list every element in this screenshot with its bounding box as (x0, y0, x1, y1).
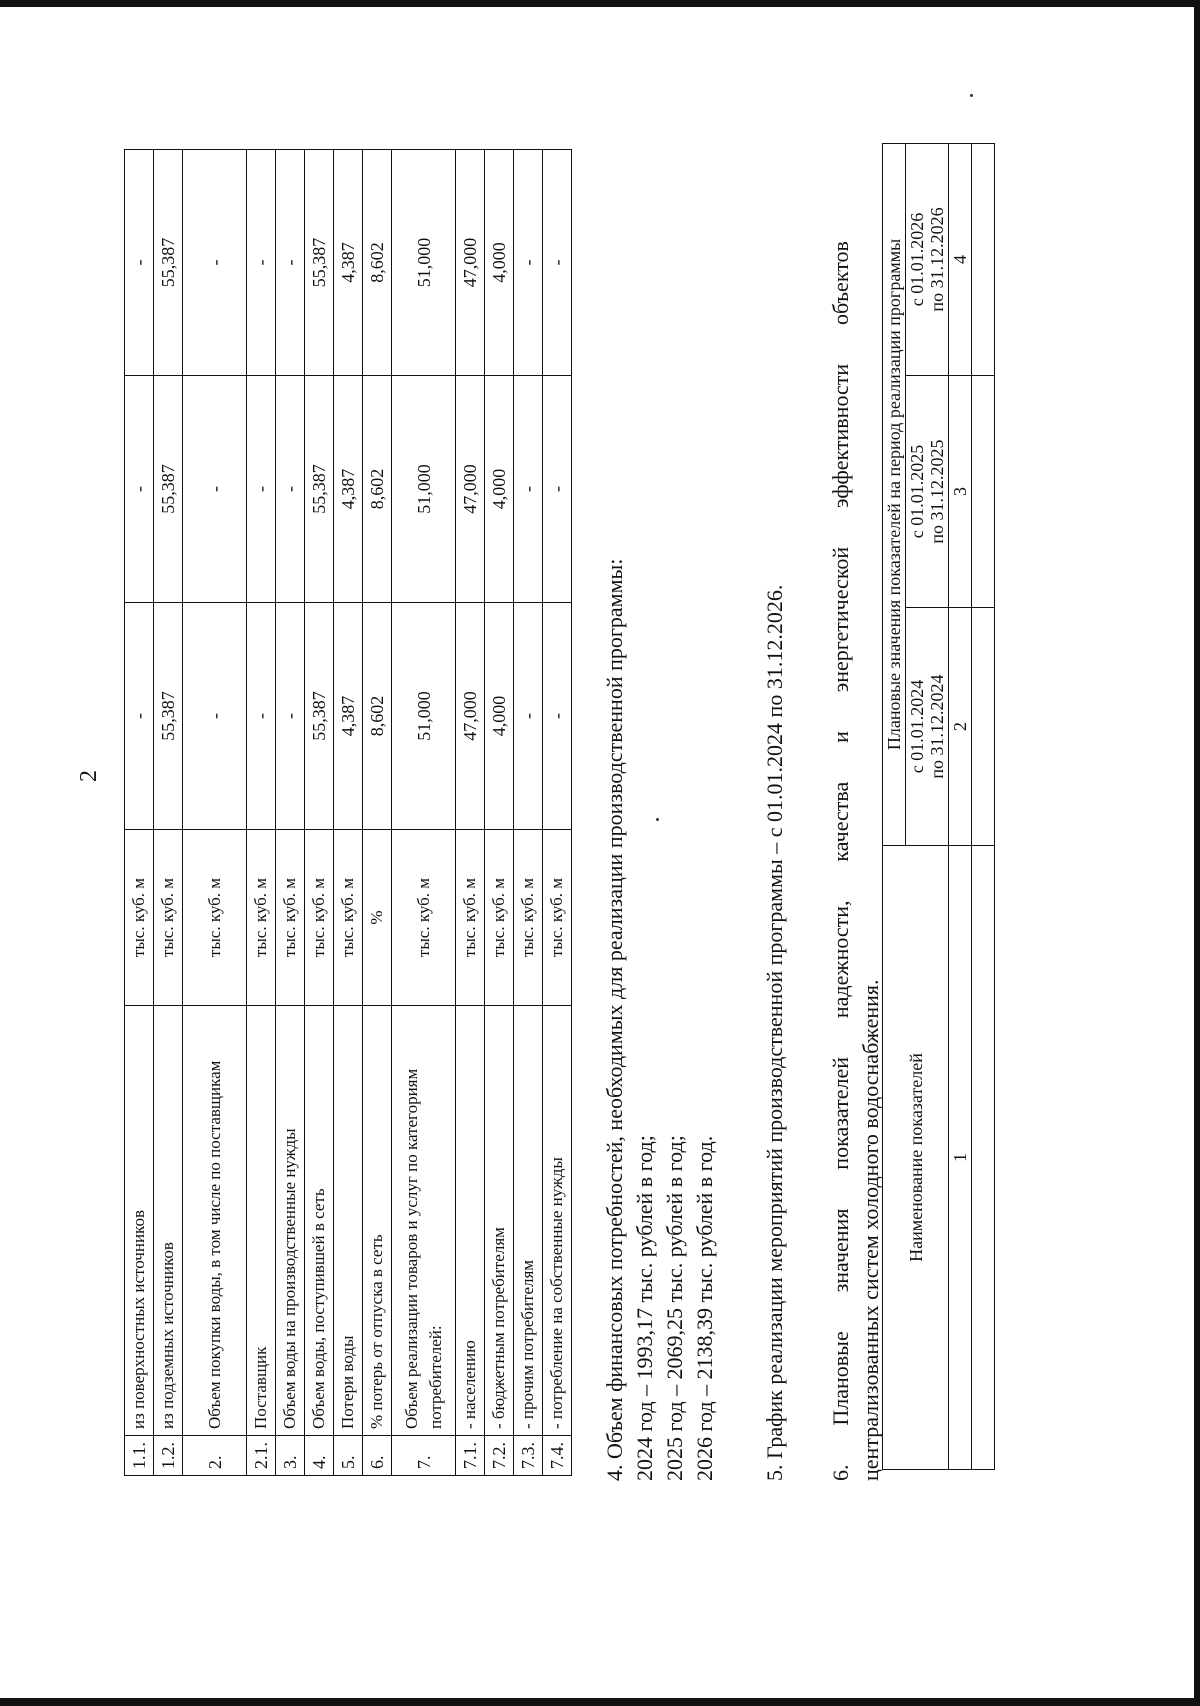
indicators-name-header: Наименование показателей (883, 846, 949, 1470)
row-value-2025: 55,387 (154, 376, 183, 603)
period-from: с 01.01.2024 (907, 679, 927, 774)
row-value-2024: - (125, 603, 154, 830)
table-row (456, 150, 485, 1476)
row-value-2024: 4,000 (485, 603, 514, 830)
row-name: Потери воды (334, 1006, 363, 1436)
row-value-2025: - (125, 376, 154, 603)
empty-cell (972, 846, 995, 1470)
row-value-2025: 51,000 (392, 376, 456, 603)
col-number: 4 (949, 143, 972, 375)
row-number: 1.2. (154, 1436, 183, 1476)
row-value-2026: - (543, 150, 572, 376)
period-2024 (906, 608, 949, 846)
period-from: с 01.01.2026 (907, 212, 927, 307)
table-row (543, 150, 572, 1476)
row-value-2026: 4,000 (485, 150, 514, 376)
section-4 (600, 559, 720, 1481)
row-name: Объем покупки воды, в том числе по поставщикам (183, 1006, 247, 1436)
row-value-2025: 4,000 (485, 376, 514, 603)
row-name: Объем воды, поступившей в сеть (305, 1006, 334, 1436)
row-name: - бюджетным потребителям (485, 1006, 514, 1436)
row-number: 5. (334, 1436, 363, 1476)
row-unit: тыс. куб. м (276, 830, 305, 1006)
row-name: Объем воды на производственные нужды (276, 1006, 305, 1436)
production-table (124, 149, 572, 1476)
row-name: из поверхностных источников (125, 1006, 154, 1436)
row-unit: тыс. куб. м (247, 830, 276, 1006)
row-number: 7. (392, 1436, 456, 1476)
table-row (247, 150, 276, 1476)
row-value-2026: 47,000 (456, 150, 485, 376)
row-value-2026: - (247, 150, 276, 376)
table-row (392, 150, 456, 1476)
row-unit: тыс. куб. м (514, 830, 543, 1006)
row-value-2026: 55,387 (154, 150, 183, 376)
row-value-2026: 51,000 (392, 150, 456, 376)
row-value-2025: - (276, 376, 305, 603)
row-value-2024: - (514, 603, 543, 830)
row-value-2025: - (543, 376, 572, 603)
row-value-2025: 55,387 (305, 376, 334, 603)
row-value-2024: - (276, 603, 305, 830)
period-to: по 31.12.2026 (927, 207, 947, 312)
row-unit: тыс. куб. м (392, 830, 456, 1006)
row-value-2026: 55,387 (305, 150, 334, 376)
table-row (183, 150, 247, 1476)
row-number: 7.2. (485, 1436, 514, 1476)
row-unit: тыс. куб. м (154, 830, 183, 1006)
section-5: 5. График реализации мероприятий производственной программы – с 01.01.2024 по 31.12.2026. (762, 584, 787, 1481)
table-row (485, 150, 514, 1476)
row-number: 7.4. (543, 1436, 572, 1476)
row-unit: тыс. куб. м (183, 830, 247, 1006)
row-value-2025: - (183, 376, 247, 603)
section-4-line: 2025 год – 2069,25 тыс. рублей в год; (662, 1135, 687, 1481)
section-6-word: энергетической (828, 546, 853, 693)
row-number: 2.1. (247, 1436, 276, 1476)
section-6-word: Плановые (828, 1331, 853, 1426)
section-4-title: 4. Объем финансовых потребностей, необходимых для реализации производственной программы: (602, 558, 627, 1481)
table-row (125, 150, 154, 1476)
indicators-table (882, 143, 995, 1470)
empty-cell (972, 376, 995, 608)
row-value-2024: 4,387 (334, 603, 363, 830)
row-number: 7.1. (456, 1436, 485, 1476)
row-unit: тыс. куб. м (485, 830, 514, 1006)
period-to: по 31.12.2024 (927, 674, 947, 779)
table-row (154, 150, 183, 1476)
row-value-2025: - (247, 376, 276, 603)
section-6-word: и (828, 731, 853, 743)
empty-cell (972, 143, 995, 375)
row-value-2026: 4,387 (334, 150, 363, 376)
row-number: 2. (183, 1436, 247, 1476)
table-row (276, 150, 305, 1476)
table-row (305, 150, 334, 1476)
section-4-line: 2026 год – 2138,39 тыс. рублей в год. (692, 1135, 717, 1481)
row-name: Объем реализации товаров и услуг по категориям потребителей: (392, 1006, 456, 1436)
row-value-2025: 4,387 (334, 376, 363, 603)
empty-cell (972, 608, 995, 846)
row-value-2024: 55,387 (154, 603, 183, 830)
row-number: 4. (305, 1436, 334, 1476)
row-value-2024: 47,000 (456, 603, 485, 830)
row-number: 1.1. (125, 1436, 154, 1476)
section-6-word: значения (828, 1208, 853, 1293)
row-value-2025: 47,000 (456, 376, 485, 603)
row-value-2024: - (543, 603, 572, 830)
row-number: 3. (276, 1436, 305, 1476)
section-6-word: показателей (828, 1057, 853, 1170)
period-2026 (906, 143, 949, 375)
row-value-2025: - (514, 376, 543, 603)
row-unit: тыс. куб. м (305, 830, 334, 1006)
section-6-word: эффективности (828, 363, 853, 508)
col-number: 2 (949, 608, 972, 846)
page-number: 2 (76, 770, 102, 782)
period-to: по 31.12.2025 (927, 439, 947, 544)
table-row (334, 150, 363, 1476)
row-value-2026: - (276, 150, 305, 376)
row-name: - населению (456, 1006, 485, 1436)
row-value-2024: - (247, 603, 276, 830)
col-number: 1 (949, 846, 972, 1470)
row-value-2025: 8,602 (363, 376, 392, 603)
section-6-line-2: централизованных систем холодного водоснабжения. (858, 979, 883, 1481)
row-name: - прочим потребителям (514, 1006, 543, 1436)
section-6-line-1 (826, 241, 856, 1481)
row-value-2026: - (183, 150, 247, 376)
period-from: с 01.01.2025 (907, 444, 927, 539)
table-row (363, 150, 392, 1476)
row-value-2026: 8,602 (363, 150, 392, 376)
table-row (514, 150, 543, 1476)
row-unit: тыс. куб. м (125, 830, 154, 1006)
row-unit: тыс. куб. м (334, 830, 363, 1006)
section-6-word: объектов (828, 241, 853, 325)
row-number: 7.3. (514, 1436, 543, 1476)
indicators-group-header: Плановые значения показателей на период реализации программы (883, 143, 906, 845)
row-unit: тыс. куб. м (456, 830, 485, 1006)
row-value-2024: 8,602 (363, 603, 392, 830)
period-2025 (906, 376, 949, 608)
row-name: - потребление на собственные нужды (543, 1006, 572, 1436)
row-value-2026: - (125, 150, 154, 376)
section-6-word: 6. (828, 1464, 853, 1481)
section-6-word: качества (828, 781, 853, 862)
row-value-2026: - (514, 150, 543, 376)
row-name: Поставщик (247, 1006, 276, 1436)
row-value-2024: 55,387 (305, 603, 334, 830)
row-value-2024: 51,000 (392, 603, 456, 830)
section-4-line: 2024 год – 1993,17 тыс. рублей в год; (632, 1135, 657, 1481)
row-value-2024: - (183, 603, 247, 830)
row-unit: тыс. куб. м (543, 830, 572, 1006)
row-name: % потерь от отпуска в сеть (363, 1006, 392, 1436)
section-6-word: надежности, (828, 900, 853, 1019)
row-name: из подземных источников (154, 1006, 183, 1436)
col-number: 3 (949, 376, 972, 608)
section-6 (826, 241, 886, 1481)
row-unit: % (363, 830, 392, 1006)
row-number: 6. (363, 1436, 392, 1476)
